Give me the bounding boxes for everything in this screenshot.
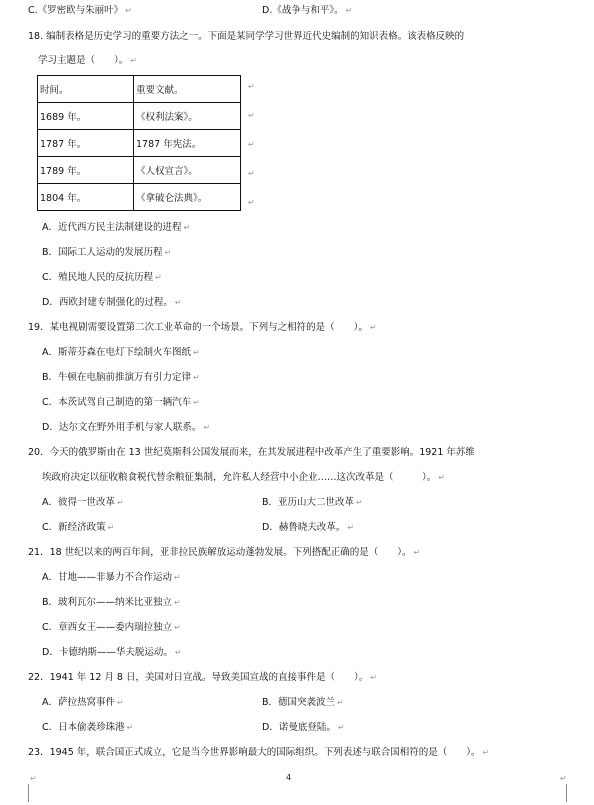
row-end-mark: ↵ <box>248 169 255 178</box>
q18-stem-cont: 学习主题是（ ）。 ↵ <box>38 55 137 66</box>
q18-stem: 18. 编制表格是历史学习的重要方法之一。下面是某同学学习世界近代史编制的知识表格。该表格反映的 <box>28 31 465 42</box>
table-header-cell: 时间。 <box>38 76 134 103</box>
q19-option-a: A．斯蒂芬森在电灯下绘制火车图纸 ↵ <box>42 347 200 358</box>
q22-option-d: D．诺曼底登陆。 ↵ <box>262 722 345 733</box>
q20-option-c: C．新经济政策 ↵ <box>42 522 115 533</box>
q18-table <box>37 75 241 211</box>
q21-option-a: A．甘地——非暴力不合作运动 ↵ <box>42 572 181 583</box>
q19-option-b: B．牛顿在电脑前推演万有引力定律 ↵ <box>42 372 200 383</box>
q17-option-d: D.《战争与和平》。 ↵ <box>262 5 353 16</box>
q20-option-d: D．赫鲁晓夫改革。 ↵ <box>262 522 355 533</box>
table-header-row <box>38 76 241 103</box>
q19-option-d: D．达尔文在野外用手机与家人联系。 ↵ <box>42 422 211 433</box>
table-cell: 《人权宣言》。 <box>134 157 241 184</box>
row-end-mark: ↵ <box>248 140 255 149</box>
table-header-cell: 重要文献。 <box>134 76 241 103</box>
table-cell: 1804 年。 <box>38 184 134 211</box>
q18-option-c: C．殖民地人民的反抗历程 ↵ <box>42 272 162 283</box>
table-row <box>38 130 241 157</box>
margin-line-left <box>28 784 29 802</box>
table-cell: 《拿破仑法典》。 <box>134 184 241 211</box>
q20-stem-cont: 埃政府决定以征收粮食税代替余粮征集制，允许私人经营中小企业……这次改革是（ ）。 ↵ <box>42 472 445 483</box>
table-cell: 1689 年。 <box>38 103 134 130</box>
table-row <box>38 157 241 184</box>
q22-option-a: A．萨拉热窝事件 ↵ <box>42 697 124 708</box>
q18-option-b: B．国际工人运动的发展历程 ↵ <box>42 247 172 258</box>
q21-option-d: D．卡德纳斯——华夫脱运动。 ↵ <box>42 647 182 658</box>
q21-stem: 21．18 世纪以来的两百年间，亚非拉民族解放运动蓬勃发展。下列搭配正确的是（ ）。 ↵ <box>28 547 421 558</box>
q18-option-d: D．西欧封建专制强化的过程。 ↵ <box>42 297 182 308</box>
table-cell: 1787 年宪法。 <box>134 130 241 157</box>
table-cell: 《权利法案》。 <box>134 103 241 130</box>
page-corner-mark: ↵ <box>560 774 567 783</box>
q17-option-c: C.《罗密欧与朱丽叶》 ↵ <box>28 5 132 16</box>
q22-option-c: C．日本偷袭珍珠港 ↵ <box>42 722 134 733</box>
q18-option-a: A．近代西方民主法制建设的进程 ↵ <box>42 222 191 233</box>
margin-line-right <box>566 784 567 802</box>
q22-option-b: B．德国突袭波兰 ↵ <box>262 697 344 708</box>
page-corner-mark: ↵ <box>30 774 37 783</box>
row-end-mark: ↵ <box>248 111 255 120</box>
q21-option-c: C．章西女王——委内瑞拉独立 ↵ <box>42 622 181 633</box>
table-cell: 1787 年。 <box>38 130 134 157</box>
q21-option-b: B．玻利瓦尔——纳米比亚独立 ↵ <box>42 597 181 608</box>
q20-stem: 20．今天的俄罗斯由在 13 世纪莫斯科公国发展而来，在其发展进程中改革产生了重要影响。1921 年苏维 <box>28 447 475 458</box>
q19-stem: 19．某电视剧需要设置第二次工业革命的一个场景。下列与之相符的是（ ）。 ↵ <box>28 322 377 333</box>
q20-option-a: A．彼得一世改革 ↵ <box>42 497 124 508</box>
q20-option-b: B．亚历山大二世改革 ↵ <box>262 497 363 508</box>
table-cell: 1789 年。 <box>38 157 134 184</box>
row-end-mark: ↵ <box>248 198 255 207</box>
row-end-mark: ↵ <box>248 82 255 91</box>
q19-option-c: C．本茨试驾自己制造的第一辆汽车 ↵ <box>42 397 200 408</box>
page-number: 4 <box>286 773 292 782</box>
q23-stem: 23．1945 年，联合国正式成立，它是当今世界影响最大的国际组织。下列表述与联合国相符的是（ ）。 ↵ <box>28 747 490 758</box>
q22-stem: 22．1941 年 12 月 8 日，美国对日宣战。导致美国宣战的直接事件是（ ）。 ↵ <box>28 672 377 683</box>
table-row <box>38 184 241 211</box>
table-row <box>38 103 241 130</box>
